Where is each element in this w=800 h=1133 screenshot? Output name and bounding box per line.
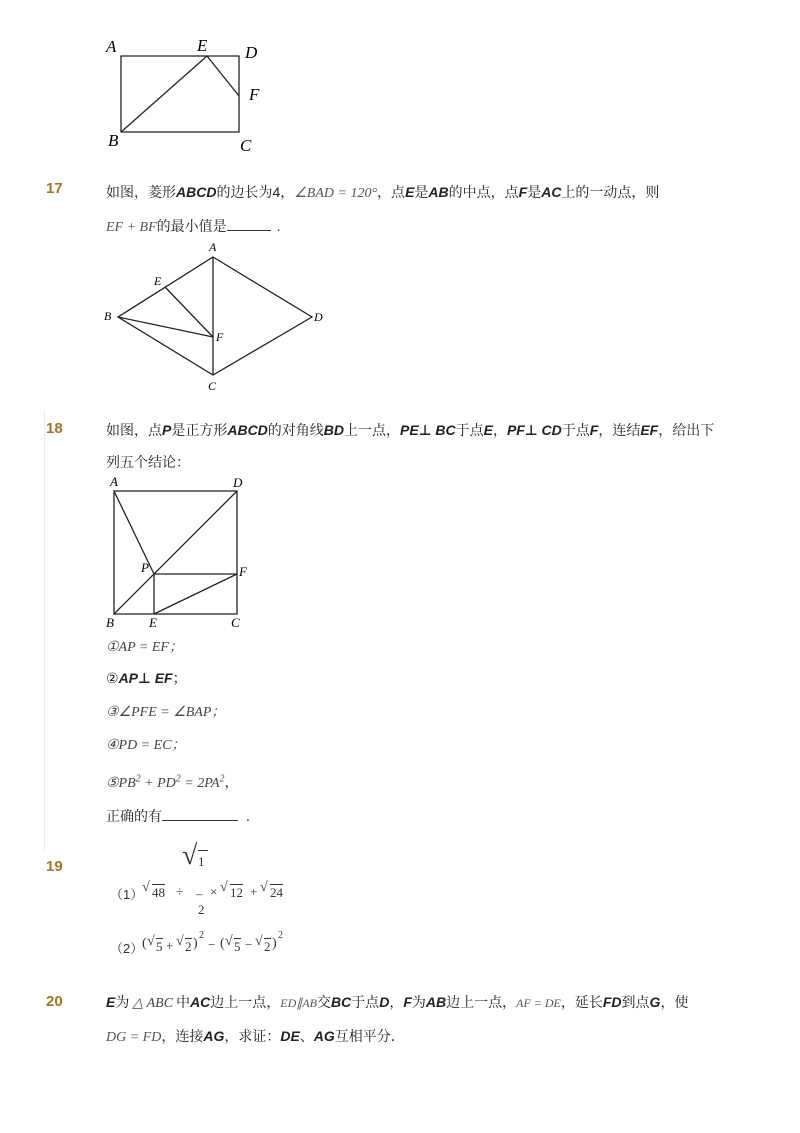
figure-rhombus-abcd <box>100 238 330 396</box>
question-number-17: 17 <box>46 180 63 197</box>
label-p: P <box>141 560 149 575</box>
label-d: D <box>314 310 323 324</box>
figure-rectangle-abcd <box>100 34 270 158</box>
answer-blank[interactable] <box>162 808 238 821</box>
expression-2: （2） ( √ 5 + √ 2 ) 2 − ( √ 5 − √ 2 ) 2 <box>110 930 283 956</box>
label-f: F <box>216 330 224 344</box>
label-b: B <box>106 615 114 630</box>
label-f: F <box>249 85 260 104</box>
conclusion-4: ④PD = EC； <box>106 738 186 753</box>
correct-answer-line: 正确的有 . <box>106 808 250 824</box>
question-17-line-2: EF + BF的最小值是 . <box>106 218 281 235</box>
question-17-line-1: 如图，菱形ABCD的边长为4，∠BAD = 120°，点E是AB的中点，点F是AC上的一动点，则 <box>106 184 660 201</box>
label-b: B <box>104 309 112 323</box>
question-18-margin-rule <box>44 410 45 850</box>
conclusion-1: ①AP = EF； <box>106 640 183 655</box>
question-number-20: 20 <box>46 993 63 1010</box>
label-c: C <box>240 136 252 155</box>
label-a: A <box>209 240 217 254</box>
label-c: C <box>208 379 217 393</box>
conclusion-3: ③∠PFE = ∠BAP； <box>106 705 226 720</box>
label-e: E <box>197 36 208 55</box>
label-d: D <box>233 475 243 490</box>
label-b: B <box>108 131 119 150</box>
figure-square-abcd <box>100 472 260 632</box>
answer-blank[interactable] <box>227 218 271 231</box>
question-number-18: 18 <box>46 420 63 437</box>
conclusion-5: $⑤PB^2 + PD^2 = 2PA^2$， <box>106 773 239 791</box>
label-d: D <box>245 43 258 62</box>
label-c: C <box>231 615 240 630</box>
label-e: E <box>154 274 162 288</box>
label-a: A <box>110 474 118 489</box>
conclusion-2: ②AP⊥ EF； <box>106 670 187 686</box>
expression-1: （1） √ 48 ÷ √ 1 – 2 × √ 12 + √ 24 <box>110 840 283 917</box>
question-number-19: 19 <box>46 858 63 875</box>
label-f: F <box>239 564 247 579</box>
question-18-line-2: 列五个结论： <box>106 454 190 470</box>
label-e: E <box>149 615 157 630</box>
question-18-line-1: 如图，点P是正方形ABCD的对角线BD上一点，PE⊥ BC于点E，PF⊥ CD于点F，连结EF，给出下 <box>106 422 715 438</box>
question-20-line-2: DG = FD，连接AG，求证：DE、AG互相平分． <box>106 1028 405 1045</box>
label-a: A <box>106 37 117 56</box>
question-20-line-1: E为 △ ABC 中AC边上一点，ED∥AB交BC于点D，F为AB边上一点，AF = DE，延长FD到点G，使 <box>106 994 689 1011</box>
